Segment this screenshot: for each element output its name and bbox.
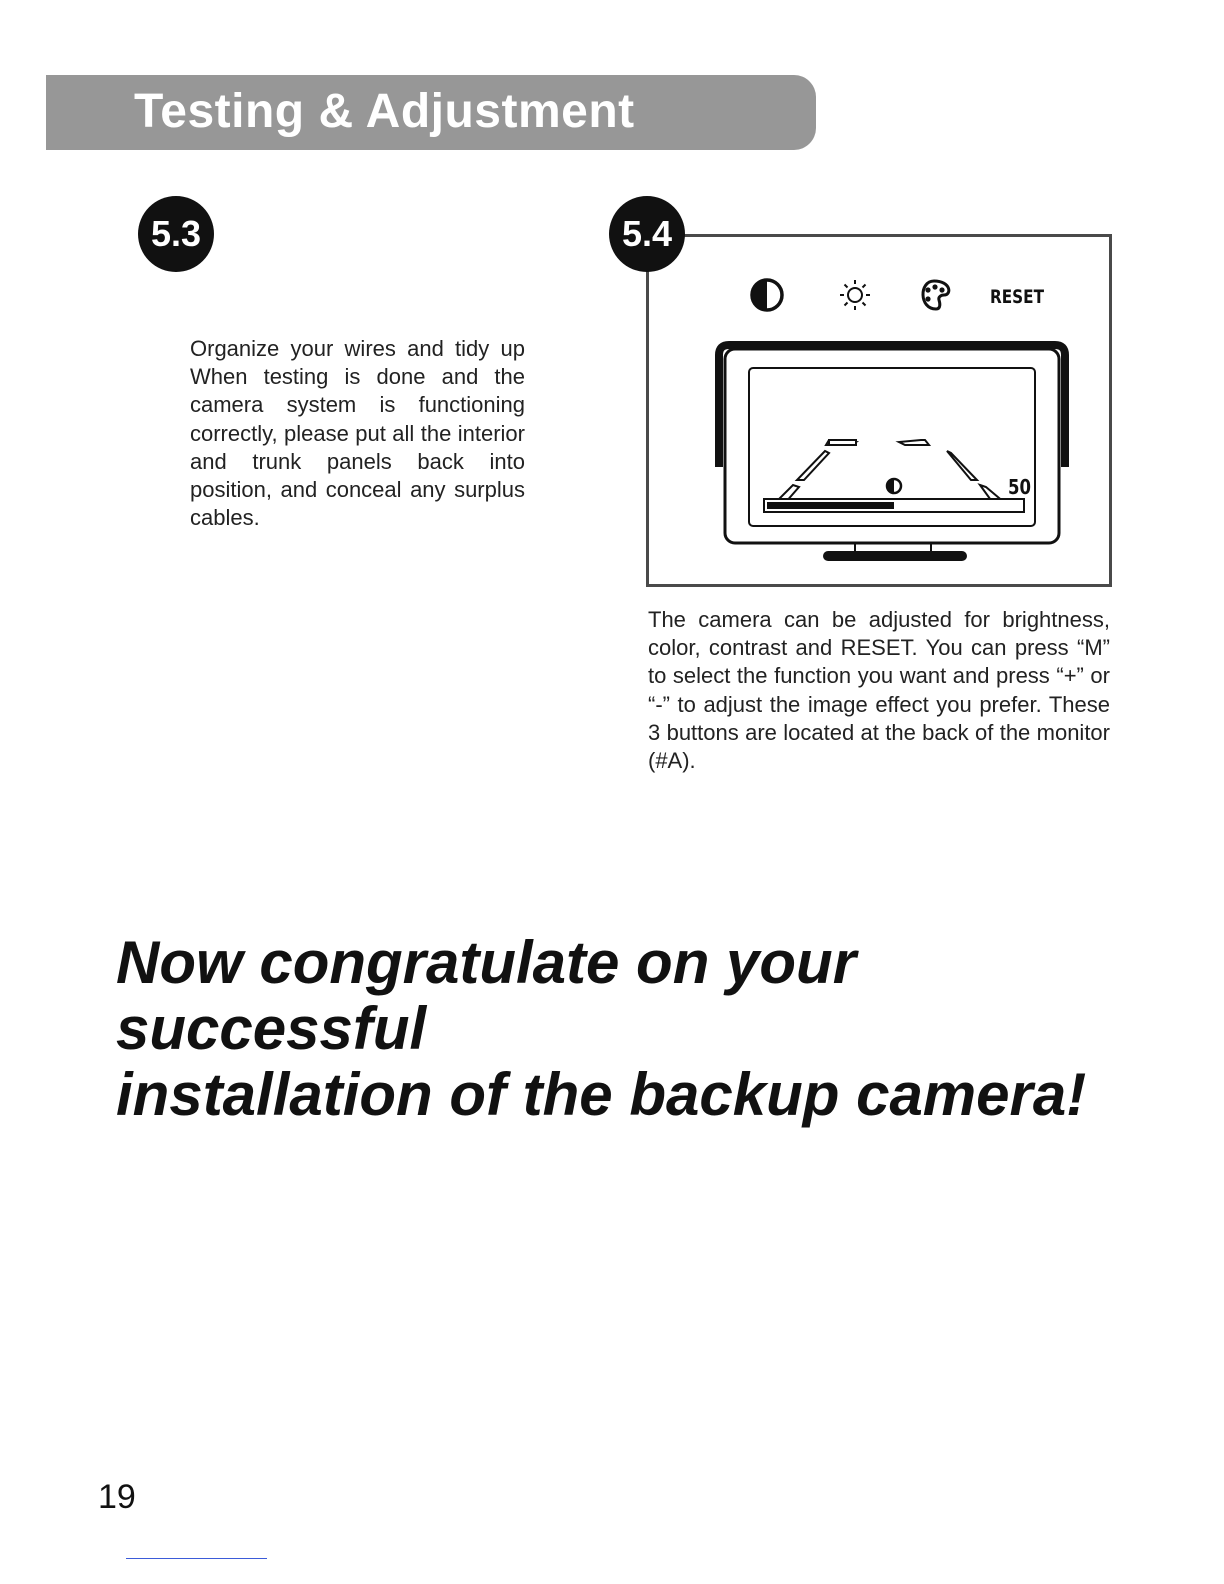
monitor-adjustment-figure — [646, 234, 1112, 587]
section-title: Testing & Adjustment — [134, 85, 635, 138]
color-palette-icon — [923, 281, 949, 309]
step-5-4-text: The camera can be adjusted for brightness, color, contrast and RESET. You can press “M” to select the function you want and press “+” or “-” to adjust the image effect you prefer. These 3 buttons are located at the back of the monitor (#A). — [648, 607, 1110, 774]
reset-label: RESET — [990, 286, 1045, 308]
page-number: 19 — [98, 1478, 136, 1516]
step-badge-5-3: 5.3 — [138, 196, 214, 272]
contrast-level-icon — [887, 479, 901, 493]
brightness-icon — [840, 280, 870, 310]
congrats-line-1: Now congratulate on your successful — [116, 929, 857, 1062]
monitor-illustration — [719, 345, 1065, 561]
level-value: 50 — [1008, 475, 1031, 499]
step-5-3-text: Organize your wires and tidy up When testing is done and the camera system is functioning correctly, please put all the interior and trunk panels back into position, and conceal any surplus cables. — [190, 336, 525, 531]
congrats-line-2: installation of the backup camera! — [116, 1061, 1087, 1128]
contrast-icon — [752, 280, 782, 310]
congratulations-message — [116, 930, 1116, 1128]
footer-rule — [126, 1558, 267, 1559]
level-bar-fill — [767, 502, 894, 509]
step-badge-5-4: 5.4 — [609, 196, 685, 272]
